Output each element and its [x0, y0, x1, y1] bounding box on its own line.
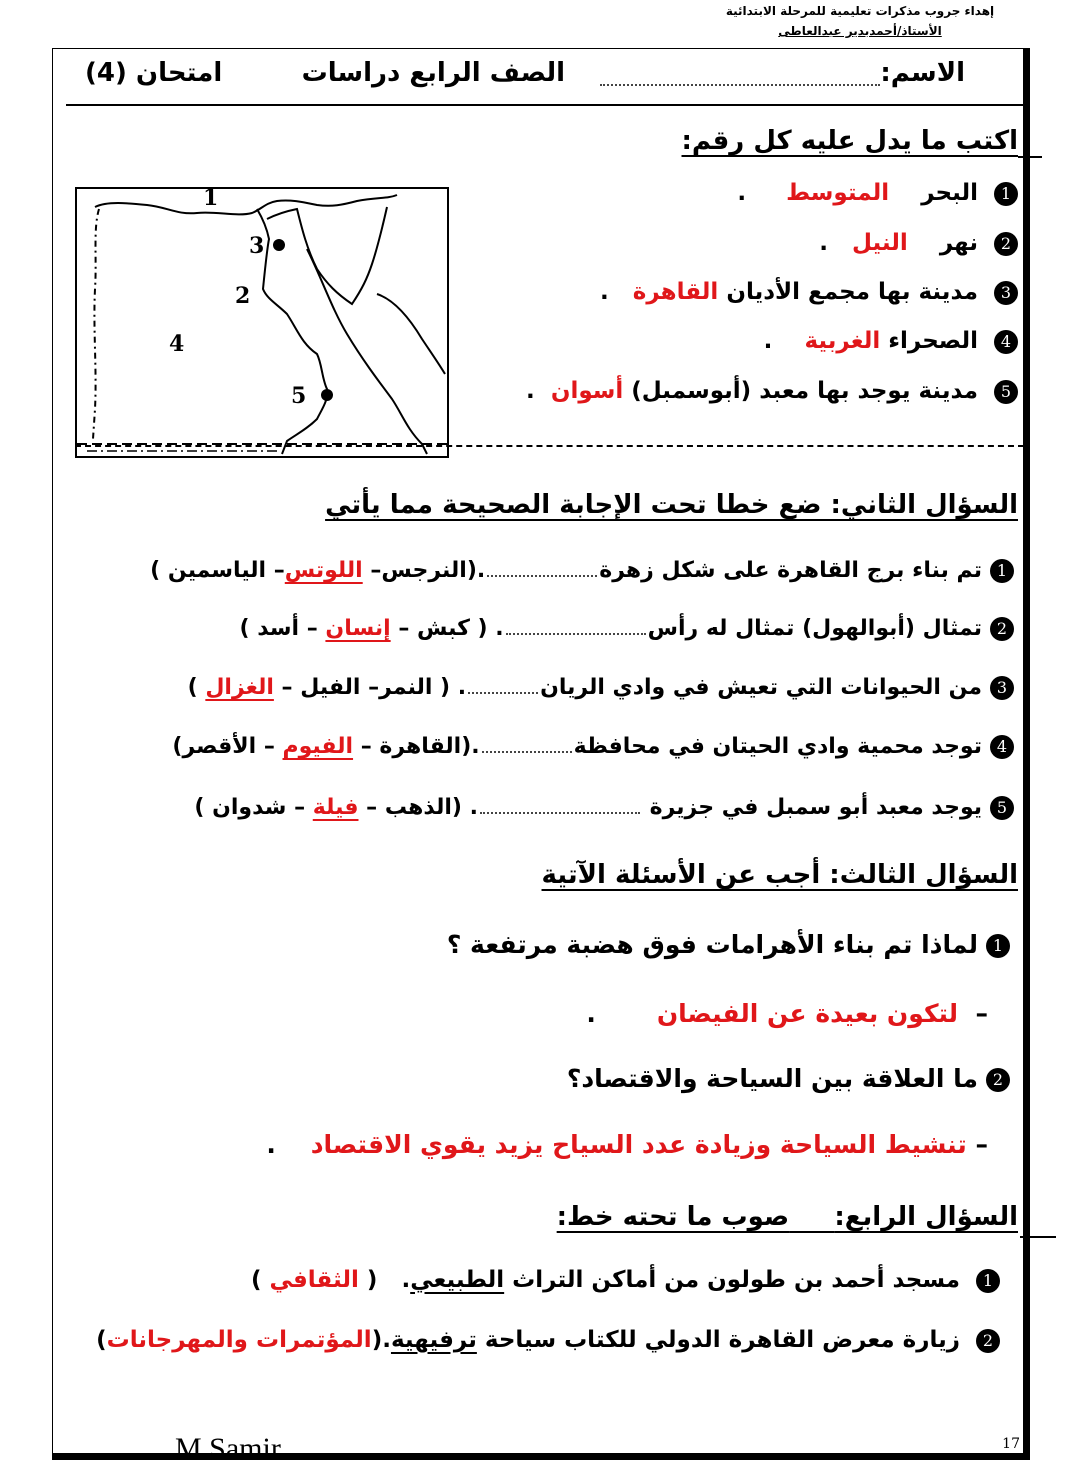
option-correct[interactable]: اللوتس	[284, 558, 363, 583]
q1-item-4: 4 الصحراء الغربية .	[764, 328, 1018, 354]
egypt-map-icon	[77, 189, 447, 456]
map-label-2: 2	[235, 283, 251, 309]
option-correct[interactable]: الغزال	[205, 675, 274, 700]
q3-question-2	[567, 1064, 1010, 1093]
q4-item-text: زيارة معرض القاهرة الدولي للكتاب سياحة	[484, 1327, 960, 1353]
q3-question-text: لماذا تم بناء الأهرامات فوق هضبة مرتفعة ؟	[446, 930, 978, 959]
q4-title-label: السؤال الرابع:	[834, 1202, 1018, 1232]
q4-underlined-word: الطبيعي	[410, 1267, 505, 1293]
q2-item-text: من الحيوانات التي تعيش في وادي الريان	[540, 675, 982, 700]
q1-item-5: 5 مدينة يوجد بها معبد (أبوسمبل) أسوان .	[526, 378, 1018, 404]
exam-title: امتحان (4)	[85, 58, 223, 88]
map-label-1: 1	[203, 185, 219, 211]
option-correct[interactable]: الفيوم	[282, 734, 354, 759]
answer-blank[interactable]	[480, 812, 640, 814]
q3-answer-1: – لتكون بعيدة عن الفيضان .	[586, 999, 988, 1028]
q3-answer-text: لتكون بعيدة عن الفيضان	[656, 999, 959, 1028]
number-badge-icon: 1	[986, 934, 1010, 958]
map-label-3: 3	[249, 233, 265, 259]
q2-item-3: 3من الحيوانات التي تعيش في وادي الريان. ( النمر– الفيل – الغزال )	[188, 675, 1014, 700]
q4-answer: المؤتمرات والمهرجانات	[106, 1327, 372, 1353]
q2-item-text: تمثال (أبوالهول) تمثال له رأس	[647, 616, 982, 641]
option[interactable]: كبش	[416, 616, 470, 641]
q2-item-text: تم بناء برج القاهرة على شكل زهرة	[599, 558, 982, 583]
signature: M.Samir	[175, 1432, 281, 1465]
option[interactable]: شدوان	[212, 795, 287, 820]
section-divider	[75, 445, 1024, 447]
q3-question-1	[447, 930, 1010, 959]
q3-question-text: ما العلاقة بين السياحة والاقتصاد؟	[566, 1064, 978, 1093]
q1-item-text: مدينة يوجد بها معبد (أبوسمبل)	[631, 378, 978, 404]
q4-title	[557, 1202, 1018, 1232]
q1-item-answer: الغربية	[804, 328, 881, 354]
number-badge-icon: 3	[990, 676, 1014, 700]
q4-item-2: 2 زيارة معرض القاهرة الدولي للكتاب سياحة ترفيهية.(المؤتمرات والمهرجانات)	[96, 1327, 1000, 1353]
number-badge-icon: 5	[994, 380, 1018, 404]
q4-item-1: 1 مسجد أحمد بن طولون من أماكن التراث الطبيعي. ( الثقافي )	[251, 1267, 1000, 1293]
answer-blank[interactable]	[482, 751, 572, 753]
answer-blank[interactable]	[487, 575, 597, 577]
option[interactable]: النمر	[379, 675, 433, 700]
credit-line-1: إهداء جروب مذكرات تعليمية للمرحلة الابتدائية	[725, 4, 995, 18]
q4-answer: الثقافي	[269, 1267, 359, 1293]
grade-title: الصف الرابع دراسات	[301, 58, 565, 88]
q1-title-tick	[1018, 156, 1042, 158]
q1-item-answer: القاهرة	[632, 279, 719, 305]
option[interactable]: أسد	[257, 616, 300, 641]
q4-underlined-word: ترفيهية	[390, 1327, 477, 1353]
option[interactable]: النرجس	[381, 558, 467, 583]
q4-item-text: مسجد أحمد بن طولون من أماكن التراث	[512, 1267, 960, 1293]
option[interactable]: الذهب	[384, 795, 452, 820]
number-badge-icon: 2	[994, 232, 1018, 256]
q1-item-3: 3 مدينة بها مجمع الأديان القاهرة .	[600, 279, 1018, 305]
q1-item-text: نهر	[939, 230, 978, 256]
q2-title: السؤال الثاني: ضع خطا تحت الإجابة الصحيحة مما يأتي	[325, 490, 1018, 520]
q2-item-text: يوجد معبد أبو سمبل في جزيرة	[649, 795, 982, 820]
map-label-4: 4	[169, 331, 185, 357]
q2-item-4: 4توجد محمية وادي الحيتان في محافظة.(القاهرة – الفيوم – الأقصر)	[172, 734, 1014, 759]
option[interactable]: الأقصر	[182, 734, 257, 759]
q2-item-2: 2تمثال (أبوالهول) تمثال له رأس. ( كبش – إنسان – أسد )	[239, 616, 1014, 641]
number-badge-icon: 1	[994, 182, 1018, 206]
answer-blank[interactable]	[506, 633, 646, 635]
q1-item-answer: النيل	[851, 230, 908, 256]
q4-title-instruction: صوب ما تحته خط:	[556, 1202, 790, 1232]
header-divider	[66, 104, 1024, 106]
q1-title: اكتب ما يدل عليه كل رقم:	[681, 126, 1018, 156]
q2-item-text: توجد محمية وادي الحيتان في محافظة	[573, 734, 982, 759]
q1-item-1: 1 البحر المتوسط .	[737, 180, 1018, 206]
option[interactable]: الياسمين	[167, 558, 267, 583]
q3-answer-text: تنشيط السياحة وزيادة عدد السياح يزيد يقوي الاقتصاد	[310, 1130, 967, 1159]
answer-blank[interactable]	[468, 692, 538, 694]
egypt-map	[75, 187, 449, 458]
q3-title: السؤال الثالث: أجب عن الأسئلة الآتية	[541, 860, 1018, 890]
option-correct[interactable]: فيلة	[312, 795, 359, 820]
q1-item-text: البحر	[921, 180, 978, 206]
number-badge-icon: 2	[986, 1068, 1010, 1092]
q1-item-text: الصحراء	[888, 328, 978, 354]
q2-item-1: 1تم بناء برج القاهرة على شكل زهرة.(النرجس– اللوتس– الياسمين )	[150, 558, 1014, 583]
frame-shadow-right	[1024, 48, 1030, 1460]
q2-item-5: 5يوجد معبد أبو سمبل في جزيرة . (الذهب – فيلة – شدوان )	[194, 795, 1014, 820]
number-badge-icon: 3	[994, 281, 1018, 305]
number-badge-icon: 1	[990, 559, 1014, 583]
map-label-5: 5	[291, 383, 307, 409]
name-field[interactable]	[600, 84, 880, 86]
page-number: 17	[1002, 1436, 1020, 1452]
option[interactable]: الفيل	[300, 675, 361, 700]
q1-item-answer: المتوسط	[786, 180, 890, 206]
q3-answer-2: – تنشيط السياحة وزيادة عدد السياح يزيد يقوي الاقتصاد .	[266, 1130, 988, 1159]
q1-item-text: مدينة بها مجمع الأديان	[726, 279, 978, 305]
q1-item-answer: أسوان	[550, 378, 624, 404]
number-badge-icon: 4	[990, 735, 1014, 759]
option[interactable]: القاهرة	[379, 734, 462, 759]
q1-item-2: 2 نهر النيل .	[819, 230, 1018, 256]
name-label: الاسم:	[880, 58, 965, 88]
option-correct[interactable]: إنسان	[325, 616, 391, 641]
number-badge-icon: 5	[990, 796, 1014, 820]
number-badge-icon: 2	[976, 1329, 1000, 1353]
q4-title-tick	[1020, 1236, 1056, 1238]
number-badge-icon: 4	[994, 330, 1018, 354]
number-badge-icon: 2	[990, 617, 1014, 641]
number-badge-icon: 1	[976, 1269, 1000, 1293]
credit-line-2: الأستاذ/أحمدبدير عبدالعاطى	[778, 24, 942, 38]
